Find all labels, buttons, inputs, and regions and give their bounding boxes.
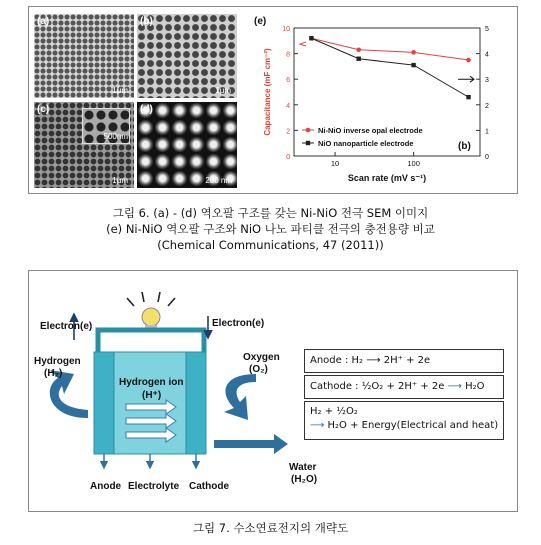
oxygen-formula: (O₂) xyxy=(249,364,268,375)
figure6-caption-line1: 그림 6. (a) - (d) 역오팔 구조를 갖는 Ni-NiO 전극 SEM 이미지 xyxy=(112,206,429,220)
scalebar-d: 200 nm xyxy=(205,176,232,185)
x-tick-label: 10 xyxy=(330,159,340,168)
hydrogen-formula: (H₂) xyxy=(44,368,63,379)
sem-image-c xyxy=(34,102,134,188)
figure7-caption: 그림 7. 수소연료전지의 개략도 xyxy=(192,521,349,535)
sem-label-a: (a) xyxy=(37,16,50,27)
hydrogen-label: Hydrogen xyxy=(34,356,81,367)
y-tick-label-right: 1 xyxy=(485,128,489,136)
water-arrow xyxy=(214,434,288,454)
oxygen-label: Oxygen xyxy=(243,352,280,363)
y-tick-label-left: 8 xyxy=(286,51,290,59)
water-label: Water xyxy=(289,462,317,473)
sem-label-d: (d) xyxy=(140,104,153,115)
ion-arrows xyxy=(126,400,176,442)
scalebar-b: 1μm xyxy=(215,86,231,95)
data-point xyxy=(411,50,416,55)
x-tick-label: 100 xyxy=(407,159,420,168)
eq-cathode: Cathode : ½O₂ + 2H⁺ + 2e ⟶ H₂O xyxy=(304,375,504,399)
sem-label-c: (c) xyxy=(37,104,50,115)
data-point xyxy=(466,58,471,63)
eq-anode: Anode : H₂ ⟶ 2H⁺ + 2e xyxy=(304,349,504,373)
panel-label-e: (e) xyxy=(254,16,267,27)
legend-label: Ni-NiO inverse opal electrode xyxy=(318,126,423,135)
figure6-caption-line3: (Chemical Communications, 47 (2011)) xyxy=(157,238,384,252)
y-tick-label-left: 2 xyxy=(286,128,290,136)
electron-label-right: Electron(e) xyxy=(212,318,265,329)
y-tick-label-left: 6 xyxy=(286,77,290,85)
y-tick-label-right: 2 xyxy=(485,102,489,110)
series-line-1 xyxy=(311,38,468,97)
bulb-icon xyxy=(142,308,160,326)
sem-label-b: (b) xyxy=(140,16,153,27)
sem-image-d xyxy=(137,102,237,188)
sem-image-b xyxy=(137,14,237,98)
y-tick-label-left: 0 xyxy=(286,154,290,161)
eq-total: H₂ + ½O₂ ⟶ H₂O + Energy(Electrical and heat) xyxy=(304,401,504,440)
data-point xyxy=(357,57,361,61)
y-tick-label-right: 0 xyxy=(485,154,489,161)
corner-label: (b) xyxy=(458,141,471,152)
cathode-label: Cathode xyxy=(189,481,229,492)
y-tick-label-right: 3 xyxy=(485,77,489,85)
data-point xyxy=(356,47,361,52)
hydrogen-ion-formula: (H⁺) xyxy=(142,390,162,401)
right-axis-indicator xyxy=(458,76,474,82)
data-point xyxy=(411,63,415,67)
reaction-equations xyxy=(304,349,504,440)
capacitance-chart xyxy=(244,8,516,190)
scalebar-c-inset: 500nm xyxy=(103,132,128,141)
scalebar-c: 1μm xyxy=(112,176,128,185)
scalebar-a: 1μm xyxy=(112,86,128,95)
legend-label: NiO nanoparticle electrode xyxy=(318,139,414,148)
legend-marker xyxy=(306,128,311,133)
x-axis-label: Scan rate (mV s⁻¹) xyxy=(347,173,427,183)
bulb-rays xyxy=(127,292,175,306)
y-axis-label-left: Capacitance (mF cm⁻²) xyxy=(263,48,272,136)
plot-area xyxy=(294,28,480,156)
series-line-0 xyxy=(311,38,468,60)
data-point xyxy=(466,95,470,99)
anode-label: Anode xyxy=(90,481,122,492)
data-point xyxy=(309,36,313,40)
cathode-plate xyxy=(186,352,206,454)
oxygen-arrow xyxy=(224,374,256,420)
hydrogen-ion-label: Hydrogen ion xyxy=(119,377,184,388)
water-formula: (H₂O) xyxy=(291,474,318,485)
y-tick-label-right: 5 xyxy=(485,26,489,33)
electrolyte-label: Electrolyte xyxy=(128,481,180,492)
eq-arrow-icon: ⟶ xyxy=(447,381,466,392)
y-tick-label-left: 4 xyxy=(286,102,290,110)
anode-plate xyxy=(94,352,114,454)
electron-label-left: Electron(e) xyxy=(40,321,93,332)
electrolyte xyxy=(114,352,186,454)
sem-image-a xyxy=(34,14,134,98)
y-tick-label-left: 10 xyxy=(282,26,290,33)
left-axis-indicator xyxy=(300,42,306,46)
eq-total-arrow-icon: ⟶ xyxy=(310,420,328,431)
figure6-caption-line2: (e) Ni-NiO 역오팔 구조와 NiO 나노 파티클 전극의 충전용량 비교 xyxy=(106,222,435,236)
legend-marker xyxy=(306,141,310,145)
y-tick-label-right: 4 xyxy=(485,51,489,59)
